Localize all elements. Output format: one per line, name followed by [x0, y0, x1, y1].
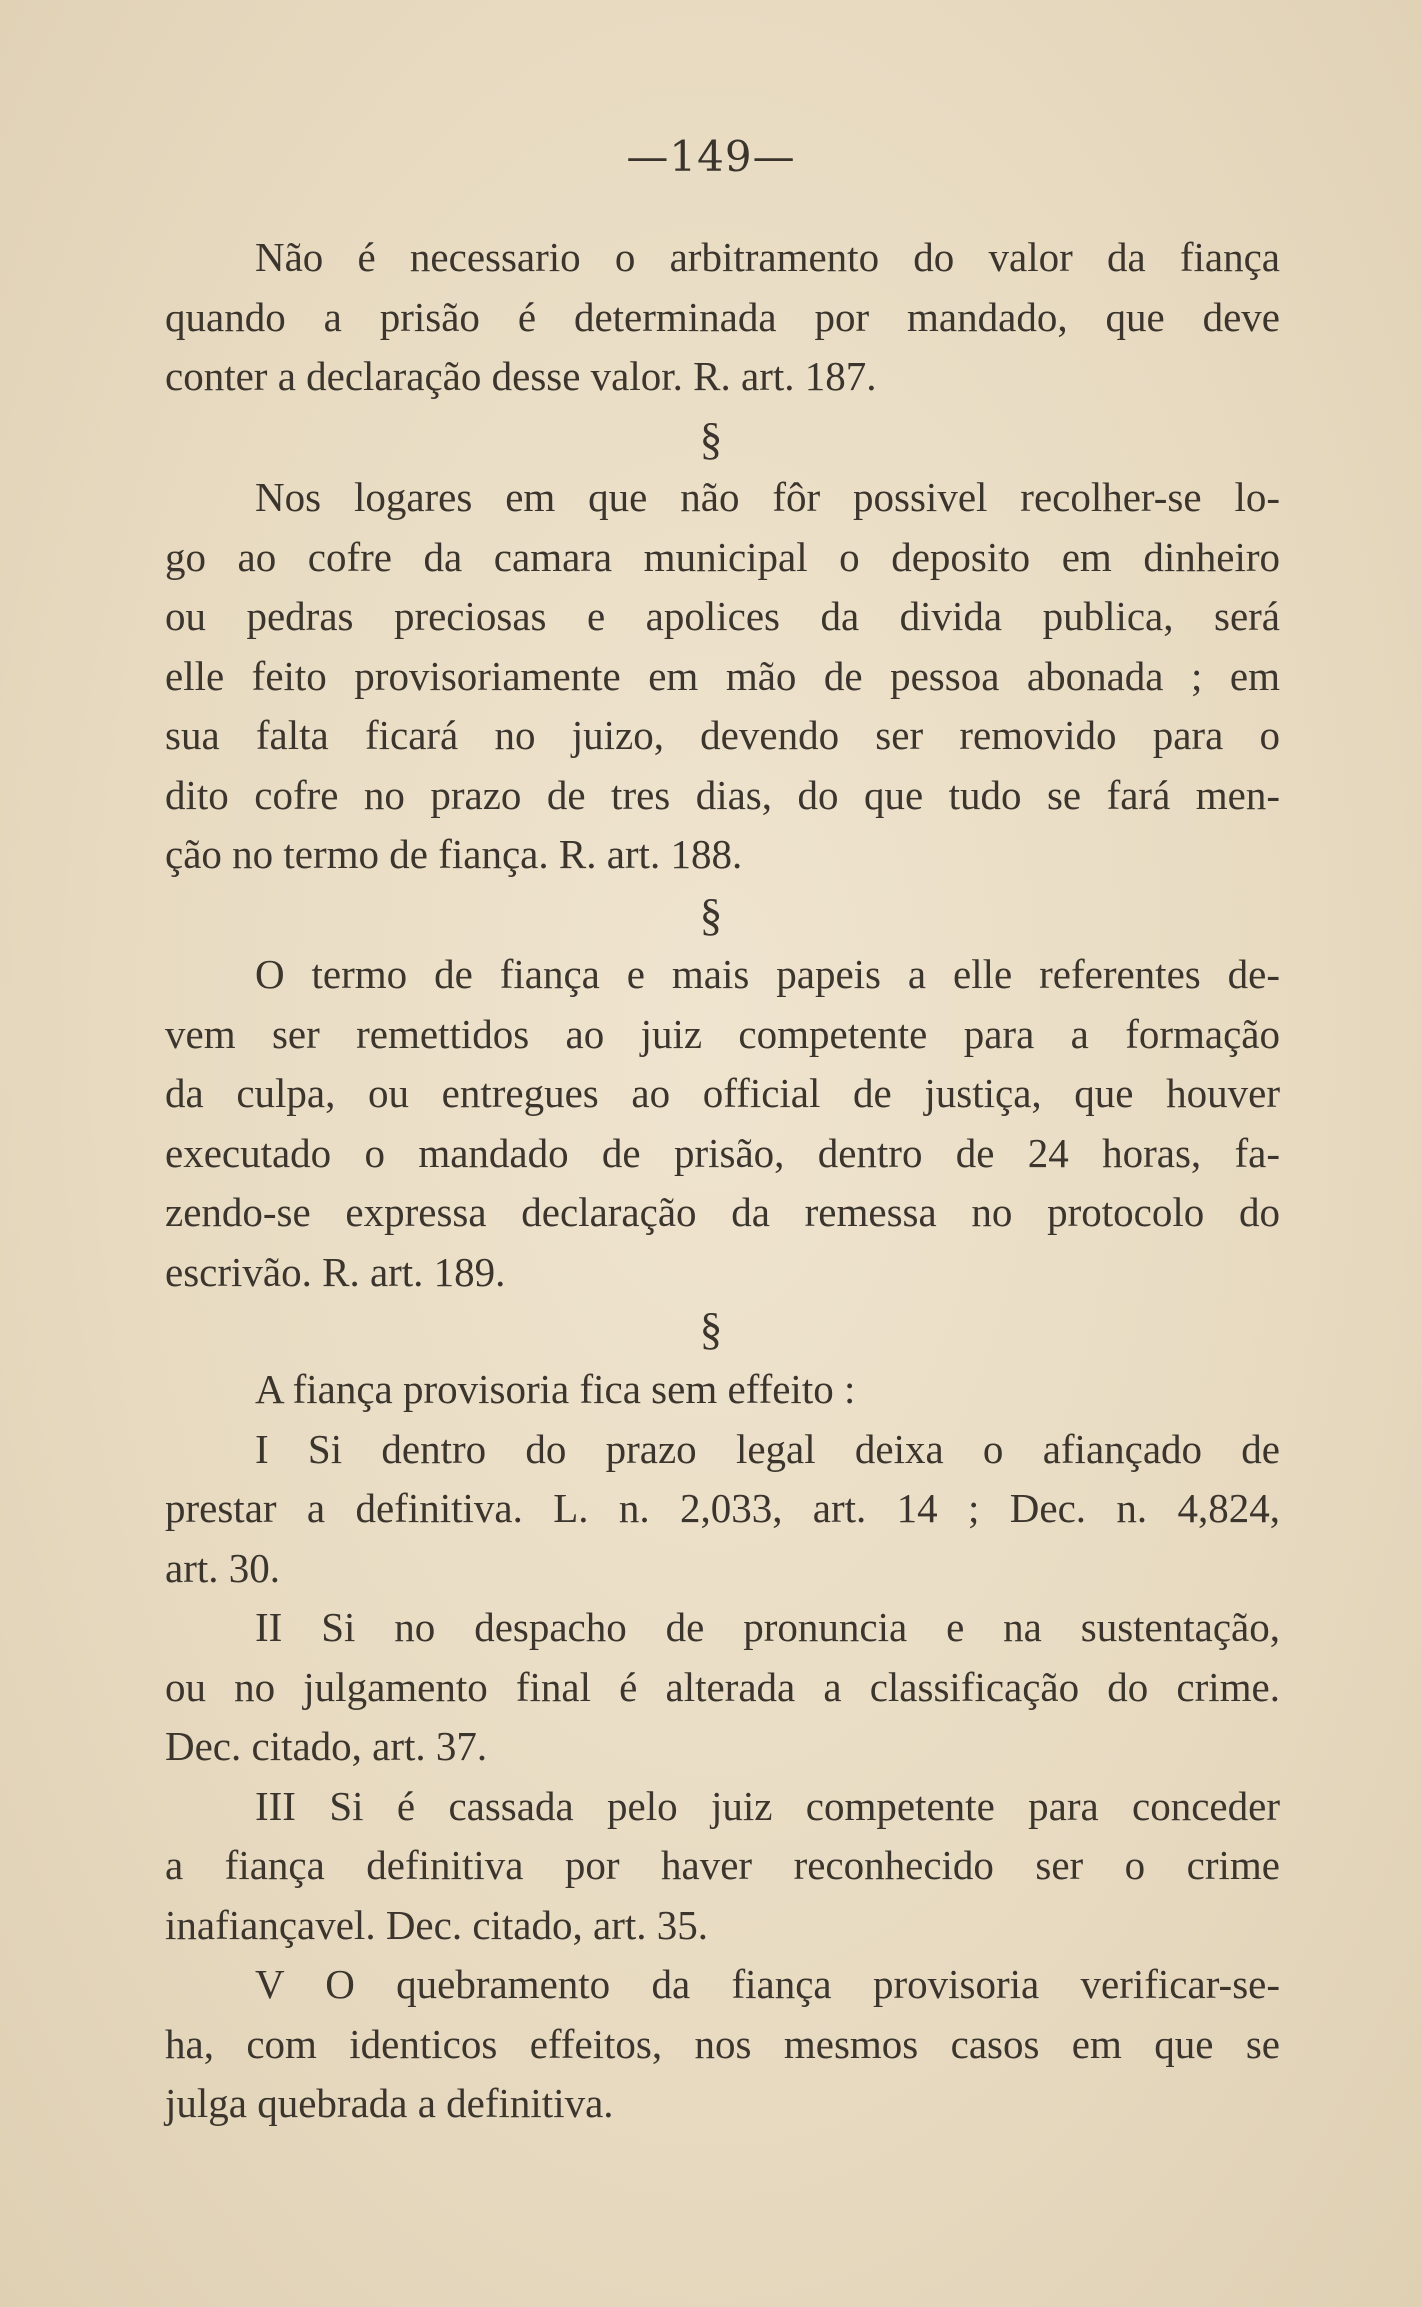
text-line: go ao cofre da camara municipal o deposito em dinheiro [165, 533, 1280, 580]
text-line: prestar a definitiva. L. n. 2,033, art. 14 ; Dec. n. 4,824, [165, 1485, 1280, 1531]
page-number: —149— [626, 132, 796, 181]
paragraph-4 [165, 1360, 1280, 2134]
text-line: art. 30. [165, 1544, 280, 1591]
section-sign: § [699, 889, 723, 940]
paragraph-1 [165, 228, 1280, 407]
text-line: A fiança provisoria fica sem effeito : [255, 1366, 856, 1412]
section-sign: § [699, 413, 723, 464]
text-line: ou pedras preciosas e apolices da divida publica, será [165, 593, 1280, 639]
text-line: sua falta ficará no juizo, devendo ser removido para o [165, 712, 1280, 758]
list-item-I: I Si dentro do prazo legal deixa o afiançado de [255, 1425, 1280, 1472]
text-line: quando a prisão é determinada por mandado, que deve [165, 293, 1280, 340]
list-item-V: V O quebramento da fiança provisoria verificar-se- [255, 1961, 1280, 2007]
text-line: julga quebrada a definitiva. [165, 2080, 614, 2126]
paragraph-3 [165, 945, 1280, 1302]
text-line: elle feito provisoriamente em mão de pessoa abonada ; em [165, 652, 1280, 699]
text-line: ha, com identicos effeitos, nos mesmos casos em que se [165, 2020, 1280, 2067]
text-line: vem ser remettidos ao juiz competente para a formação [165, 1010, 1280, 1057]
text-line: executado o mandado de prisão, dentro de 24 horas, fa- [165, 1129, 1280, 1176]
text-line: a fiança definitiva por haver reconhecido ser o crime [165, 1842, 1280, 1888]
list-item-II: II Si no despacho de pronuncia e na sustentação, [255, 1604, 1280, 1650]
text-line: Não é necessario o arbitramento do valor da fiança [255, 234, 1280, 280]
section-sign: § [699, 1303, 723, 1354]
text-line: conter a declaração desse valor. R. art. 187. [165, 353, 877, 399]
text-line: ou no julgamento final é alterada a classificação do crime. [165, 1663, 1280, 1710]
text-line: ção no termo de fiança. R. art. 188. [165, 831, 743, 877]
text-line: O termo de fiança e mais papeis a elle referentes de- [255, 951, 1280, 997]
text-line: dito cofre no prazo de tres dias, do que tudo se fará men- [165, 771, 1280, 818]
text-line: da culpa, ou entregues ao official de justiça, que houver [165, 1070, 1280, 1116]
list-item-III: III Si é cassada pelo juiz competente para conceder [255, 1782, 1280, 1829]
text-line: escrivão. R. art. 189. [165, 1248, 506, 1295]
text-line: Dec. citado, art. 37. [165, 1723, 488, 1769]
text-line: inafiançavel. Dec. citado, art. 35. [165, 1901, 708, 1948]
paragraph-2 [165, 468, 1280, 885]
text-line: Nos logares em que não fôr possivel recolher-se lo- [255, 474, 1280, 520]
text-line: zendo-se expressa declaração da remessa no protocolo do [165, 1189, 1280, 1235]
